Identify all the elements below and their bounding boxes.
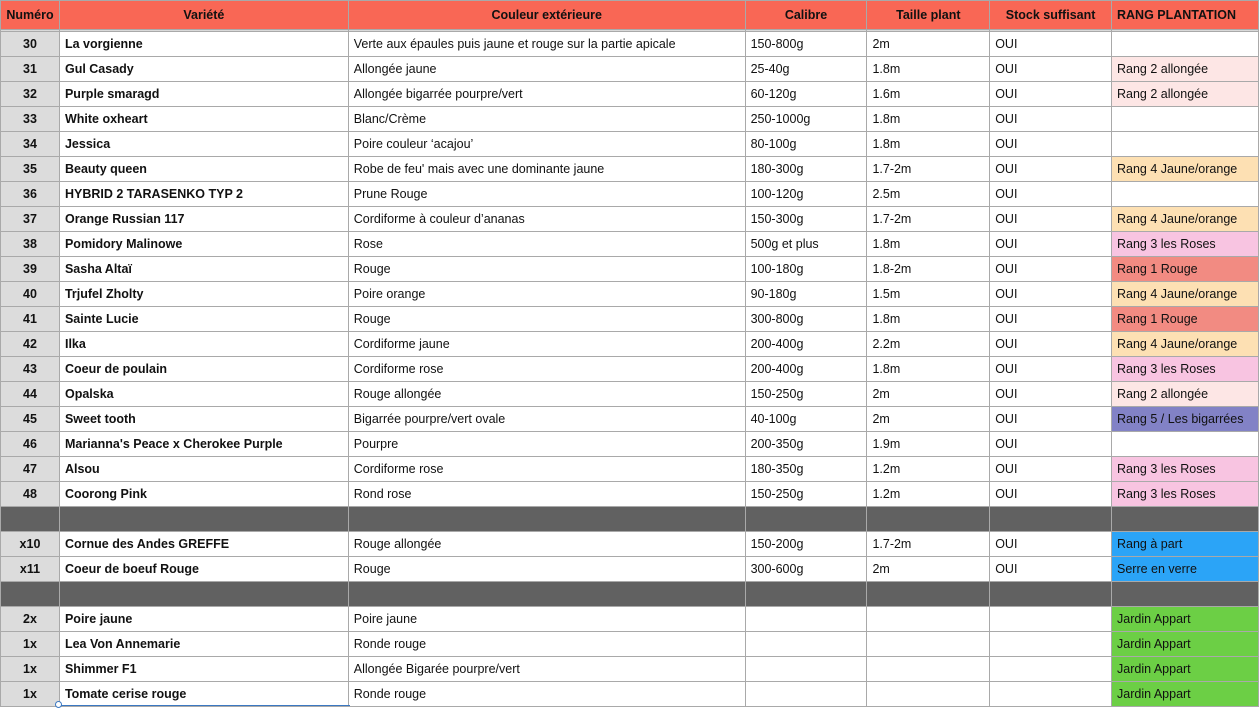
cell-stock[interactable]: OUI <box>990 157 1112 182</box>
table-row <box>1 432 1259 457</box>
cell-stock[interactable] <box>990 657 1112 682</box>
separator-cell[interactable] <box>867 507 990 532</box>
cell-rang[interactable]: Rang 3 les Roses <box>1112 357 1259 382</box>
header-variete[interactable]: Variété <box>59 1 348 30</box>
cell-stock[interactable]: OUI <box>990 407 1112 432</box>
cell-taille[interactable] <box>867 632 990 657</box>
cell-rang[interactable] <box>1112 107 1259 132</box>
cell-stock[interactable]: OUI <box>990 232 1112 257</box>
cell-rang[interactable] <box>1112 182 1259 207</box>
cell-rang[interactable]: Jardin Appart <box>1112 607 1259 632</box>
cell-variete[interactable]: HYBRID 2 TARASENKO TYP 2 <box>59 182 348 207</box>
cell-numero[interactable]: 39 <box>1 257 60 282</box>
table-row <box>1 557 1259 582</box>
cell-calibre[interactable]: 100-180g <box>745 257 867 282</box>
cell-rang[interactable]: Rang 4 Jaune/orange <box>1112 282 1259 307</box>
cell-variete[interactable]: Tomate cerise rouge <box>59 682 348 707</box>
cell-variete[interactable]: Shimmer F1 <box>59 657 348 682</box>
cell-stock[interactable]: OUI <box>990 57 1112 82</box>
cell-calibre[interactable]: 80-100g <box>745 132 867 157</box>
cell-rang[interactable] <box>1112 32 1259 57</box>
separator-cell[interactable] <box>59 507 348 532</box>
cell-rang[interactable]: Rang 2 allongée <box>1112 57 1259 82</box>
cell-stock[interactable]: OUI <box>990 282 1112 307</box>
separator-cell[interactable] <box>348 582 745 607</box>
cell-rang[interactable]: Rang à part <box>1112 532 1259 557</box>
cell-couleur[interactable]: Pourpre <box>348 432 745 457</box>
cell-stock[interactable] <box>990 607 1112 632</box>
cell-taille[interactable] <box>867 607 990 632</box>
cell-variete[interactable]: Purple smaragd <box>59 82 348 107</box>
cell-rang[interactable]: Rang 3 les Roses <box>1112 482 1259 507</box>
cell-taille[interactable]: 2.2m <box>867 332 990 357</box>
cell-stock[interactable] <box>990 682 1112 707</box>
cell-couleur[interactable]: Rond rose <box>348 482 745 507</box>
cell-calibre[interactable]: 150-300g <box>745 207 867 232</box>
cell-variete[interactable]: Coeur de poulain <box>59 357 348 382</box>
cell-taille[interactable] <box>867 682 990 707</box>
cell-variete[interactable]: Sasha Altaï <box>59 257 348 282</box>
cell-stock[interactable]: OUI <box>990 32 1112 57</box>
cell-calibre[interactable]: 150-250g <box>745 482 867 507</box>
cell-couleur[interactable]: Rose <box>348 232 745 257</box>
cell-stock[interactable]: OUI <box>990 432 1112 457</box>
cell-taille[interactable]: 2.5m <box>867 182 990 207</box>
cell-rang[interactable]: Jardin Appart <box>1112 682 1259 707</box>
cell-couleur[interactable]: Cordiforme rose <box>348 357 745 382</box>
separator-cell[interactable] <box>1 582 60 607</box>
separator-cell[interactable] <box>745 582 867 607</box>
cell-rang[interactable]: Rang 4 Jaune/orange <box>1112 157 1259 182</box>
cell-variete[interactable]: Lea Von Annemarie <box>59 632 348 657</box>
cell-couleur[interactable]: Poire couleur ‘acajou’ <box>348 132 745 157</box>
separator-cell[interactable] <box>59 582 348 607</box>
separator-cell[interactable] <box>1112 507 1259 532</box>
table-row <box>1 157 1259 182</box>
cell-taille[interactable]: 1.8m <box>867 107 990 132</box>
cell-rang[interactable]: Rang 4 Jaune/orange <box>1112 332 1259 357</box>
cell-numero[interactable]: 43 <box>1 357 60 382</box>
cell-taille[interactable]: 1.2m <box>867 457 990 482</box>
cell-numero[interactable]: 36 <box>1 182 60 207</box>
cell-numero[interactable]: 38 <box>1 232 60 257</box>
cell-numero[interactable]: 37 <box>1 207 60 232</box>
cell-taille[interactable]: 1.7-2m <box>867 207 990 232</box>
cell-couleur[interactable]: Cordiforme à couleur d’ananas <box>348 207 745 232</box>
cell-numero[interactable]: 30 <box>1 32 60 57</box>
separator-row <box>1 582 1259 607</box>
cell-stock[interactable] <box>990 632 1112 657</box>
cell-couleur[interactable]: Bigarrée pourpre/vert ovale <box>348 407 745 432</box>
cell-stock[interactable]: OUI <box>990 357 1112 382</box>
table-row <box>1 332 1259 357</box>
cell-calibre[interactable]: 300-600g <box>745 557 867 582</box>
cell-numero[interactable]: 1x <box>1 657 60 682</box>
cell-calibre[interactable]: 150-250g <box>745 382 867 407</box>
cell-rang[interactable]: Rang 4 Jaune/orange <box>1112 207 1259 232</box>
cell-taille[interactable]: 1.8m <box>867 57 990 82</box>
cell-calibre[interactable]: 180-350g <box>745 457 867 482</box>
cell-numero[interactable]: 2x <box>1 607 60 632</box>
cell-calibre[interactable]: 90-180g <box>745 282 867 307</box>
cell-variete[interactable]: Orange Russian 117 <box>59 207 348 232</box>
table-row <box>1 632 1259 657</box>
cell-rang[interactable]: Rang 3 les Roses <box>1112 232 1259 257</box>
separator-cell[interactable] <box>990 582 1112 607</box>
cell-couleur[interactable]: Rouge allongée <box>348 532 745 557</box>
table-row <box>1 657 1259 682</box>
table-row <box>1 107 1259 132</box>
cell-numero[interactable]: 34 <box>1 132 60 157</box>
cell-taille[interactable]: 1.8-2m <box>867 257 990 282</box>
cell-taille[interactable]: 1.6m <box>867 82 990 107</box>
cell-calibre[interactable] <box>745 632 867 657</box>
separator-cell[interactable] <box>1112 582 1259 607</box>
cell-calibre[interactable]: 150-800g <box>745 32 867 57</box>
cell-stock[interactable]: OUI <box>990 82 1112 107</box>
cell-numero[interactable]: 1x <box>1 632 60 657</box>
cell-taille[interactable]: 1.5m <box>867 282 990 307</box>
cell-calibre[interactable]: 200-400g <box>745 357 867 382</box>
cell-couleur[interactable]: Robe de feu' mais avec une dominante jaune <box>348 157 745 182</box>
cell-calibre[interactable]: 250-1000g <box>745 107 867 132</box>
cell-calibre[interactable]: 100-120g <box>745 182 867 207</box>
cell-stock[interactable]: OUI <box>990 307 1112 332</box>
cell-stock[interactable]: OUI <box>990 482 1112 507</box>
cell-taille[interactable]: 1.7-2m <box>867 157 990 182</box>
cell-taille[interactable]: 1.8m <box>867 232 990 257</box>
cell-taille[interactable] <box>867 657 990 682</box>
cell-couleur[interactable]: Ronde rouge <box>348 632 745 657</box>
cell-rang[interactable]: Jardin Appart <box>1112 657 1259 682</box>
cell-taille[interactable]: 1.9m <box>867 432 990 457</box>
header-taille[interactable]: Taille plant <box>867 1 990 30</box>
cell-numero[interactable]: 40 <box>1 282 60 307</box>
cell-taille[interactable]: 2m <box>867 407 990 432</box>
cell-couleur[interactable]: Allongée jaune <box>348 57 745 82</box>
table-row <box>1 607 1259 632</box>
cell-calibre[interactable]: 300-800g <box>745 307 867 332</box>
header-rang[interactable]: RANG PLANTATION <box>1112 1 1259 30</box>
table-row <box>1 207 1259 232</box>
table-row <box>1 532 1259 557</box>
header-couleur[interactable]: Couleur extérieure <box>348 1 745 30</box>
table-row <box>1 232 1259 257</box>
cell-variete[interactable]: Opalska <box>59 382 348 407</box>
cell-taille[interactable]: 1.8m <box>867 357 990 382</box>
cell-variete[interactable]: Poire jaune <box>59 607 348 632</box>
cell-numero[interactable]: 32 <box>1 82 60 107</box>
cell-numero[interactable]: 45 <box>1 407 60 432</box>
table-row <box>1 82 1259 107</box>
cell-rang[interactable] <box>1112 432 1259 457</box>
cell-stock[interactable]: OUI <box>990 382 1112 407</box>
cell-rang[interactable] <box>1112 132 1259 157</box>
cell-couleur[interactable]: Verte aux épaules puis jaune et rouge sur la partie apicale <box>348 32 745 57</box>
cell-stock[interactable]: OUI <box>990 332 1112 357</box>
cell-calibre[interactable]: 150-200g <box>745 532 867 557</box>
cell-variete[interactable]: Jessica <box>59 132 348 157</box>
table-row <box>1 57 1259 82</box>
separator-cell[interactable] <box>867 582 990 607</box>
cell-variete[interactable]: Beauty queen <box>59 157 348 182</box>
cell-numero[interactable]: 44 <box>1 382 60 407</box>
table-body <box>1 30 1259 707</box>
cell-numero[interactable]: 31 <box>1 57 60 82</box>
cell-couleur[interactable]: Allongée Bigarée pourpre/vert <box>348 657 745 682</box>
selection-outline <box>57 705 350 709</box>
cell-variete[interactable]: Ilka <box>59 332 348 357</box>
cell-numero[interactable]: 41 <box>1 307 60 332</box>
cell-numero[interactable]: x11 <box>1 557 60 582</box>
cell-taille[interactable]: 1.8m <box>867 132 990 157</box>
cell-couleur[interactable]: Blanc/Crème <box>348 107 745 132</box>
cell-variete[interactable]: Alsou <box>59 457 348 482</box>
cell-rang[interactable]: Rang 5 / Les bigarrées <box>1112 407 1259 432</box>
cell-variete[interactable]: La vorgienne <box>59 32 348 57</box>
cell-taille[interactable]: 1.2m <box>867 482 990 507</box>
cell-couleur[interactable]: Cordiforme jaune <box>348 332 745 357</box>
separator-row <box>1 507 1259 532</box>
table-row <box>1 407 1259 432</box>
cell-rang[interactable]: Serre en verre <box>1112 557 1259 582</box>
table-row <box>1 257 1259 282</box>
cell-stock[interactable]: OUI <box>990 132 1112 157</box>
cell-stock[interactable]: OUI <box>990 207 1112 232</box>
cell-variete[interactable]: Coorong Pink <box>59 482 348 507</box>
cell-variete[interactable]: White oxheart <box>59 107 348 132</box>
cell-variete[interactable]: Sweet tooth <box>59 407 348 432</box>
cell-calibre[interactable]: 40-100g <box>745 407 867 432</box>
cell-numero[interactable]: 33 <box>1 107 60 132</box>
cell-stock[interactable]: OUI <box>990 257 1112 282</box>
cell-calibre[interactable]: 25-40g <box>745 57 867 82</box>
cell-stock[interactable]: OUI <box>990 107 1112 132</box>
cell-variete[interactable]: Sainte Lucie <box>59 307 348 332</box>
cell-calibre[interactable]: 200-350g <box>745 432 867 457</box>
selection-handle[interactable] <box>55 701 62 708</box>
cell-calibre[interactable] <box>745 607 867 632</box>
separator-cell[interactable] <box>1 507 60 532</box>
table-row <box>1 357 1259 382</box>
cell-couleur[interactable]: Rouge <box>348 307 745 332</box>
cell-variete[interactable]: Gul Casady <box>59 57 348 82</box>
table-row <box>1 182 1259 207</box>
cell-calibre[interactable]: 180-300g <box>745 157 867 182</box>
table-row <box>1 682 1259 707</box>
table-row <box>1 307 1259 332</box>
separator-cell[interactable] <box>348 507 745 532</box>
cell-calibre[interactable] <box>745 657 867 682</box>
cell-couleur[interactable]: Rouge <box>348 257 745 282</box>
cell-numero[interactable]: 1x <box>1 682 60 707</box>
cell-stock[interactable]: OUI <box>990 182 1112 207</box>
table-row <box>1 32 1259 57</box>
cell-numero[interactable]: 47 <box>1 457 60 482</box>
cell-couleur[interactable]: Allongée bigarrée pourpre/vert <box>348 82 745 107</box>
cell-couleur[interactable]: Ronde rouge <box>348 682 745 707</box>
cell-couleur[interactable]: Rouge allongée <box>348 382 745 407</box>
cell-calibre[interactable] <box>745 682 867 707</box>
cell-rang[interactable]: Rang 3 les Roses <box>1112 457 1259 482</box>
cell-taille[interactable]: 1.7-2m <box>867 532 990 557</box>
cell-taille[interactable]: 1.8m <box>867 307 990 332</box>
cell-taille[interactable]: 2m <box>867 32 990 57</box>
cell-couleur[interactable]: Poire orange <box>348 282 745 307</box>
cell-variete[interactable]: Pomidory Malinowe <box>59 232 348 257</box>
table-row <box>1 482 1259 507</box>
cell-rang[interactable]: Jardin Appart <box>1112 632 1259 657</box>
header-stock[interactable]: Stock suffisant <box>990 1 1112 30</box>
cell-numero[interactable]: 48 <box>1 482 60 507</box>
cell-stock[interactable]: OUI <box>990 457 1112 482</box>
cell-variete[interactable]: Coeur de boeuf Rouge <box>59 557 348 582</box>
table-row <box>1 132 1259 157</box>
cell-stock[interactable]: OUI <box>990 532 1112 557</box>
cell-couleur[interactable]: Prune Rouge <box>348 182 745 207</box>
header-row <box>1 1 1259 30</box>
cell-couleur[interactable]: Cordiforme rose <box>348 457 745 482</box>
cell-numero[interactable]: x10 <box>1 532 60 557</box>
separator-cell[interactable] <box>745 507 867 532</box>
cell-taille[interactable]: 2m <box>867 557 990 582</box>
cell-rang[interactable]: Rang 1 Rouge <box>1112 257 1259 282</box>
cell-couleur[interactable]: Rouge <box>348 557 745 582</box>
cell-numero[interactable]: 46 <box>1 432 60 457</box>
table-row <box>1 457 1259 482</box>
cell-variete[interactable]: Trjufel Zholty <box>59 282 348 307</box>
separator-cell[interactable] <box>990 507 1112 532</box>
cell-rang[interactable]: Rang 2 allongée <box>1112 382 1259 407</box>
cell-stock[interactable]: OUI <box>990 557 1112 582</box>
cell-calibre[interactable]: 200-400g <box>745 332 867 357</box>
cell-variete[interactable]: Marianna's Peace x Cherokee Purple <box>59 432 348 457</box>
cell-couleur[interactable]: Poire jaune <box>348 607 745 632</box>
cell-numero[interactable]: 42 <box>1 332 60 357</box>
cell-variete[interactable]: Cornue des Andes GREFFE <box>59 532 348 557</box>
cell-rang[interactable]: Rang 1 Rouge <box>1112 307 1259 332</box>
cell-taille[interactable]: 2m <box>867 382 990 407</box>
cell-rang[interactable]: Rang 2 allongée <box>1112 82 1259 107</box>
table-row <box>1 282 1259 307</box>
cell-numero[interactable]: 35 <box>1 157 60 182</box>
cell-calibre[interactable]: 60-120g <box>745 82 867 107</box>
header-calibre[interactable]: Calibre <box>745 1 867 30</box>
cell-calibre[interactable]: 500g et plus <box>745 232 867 257</box>
header-numero[interactable]: Numéro <box>1 1 60 30</box>
table-row <box>1 382 1259 407</box>
